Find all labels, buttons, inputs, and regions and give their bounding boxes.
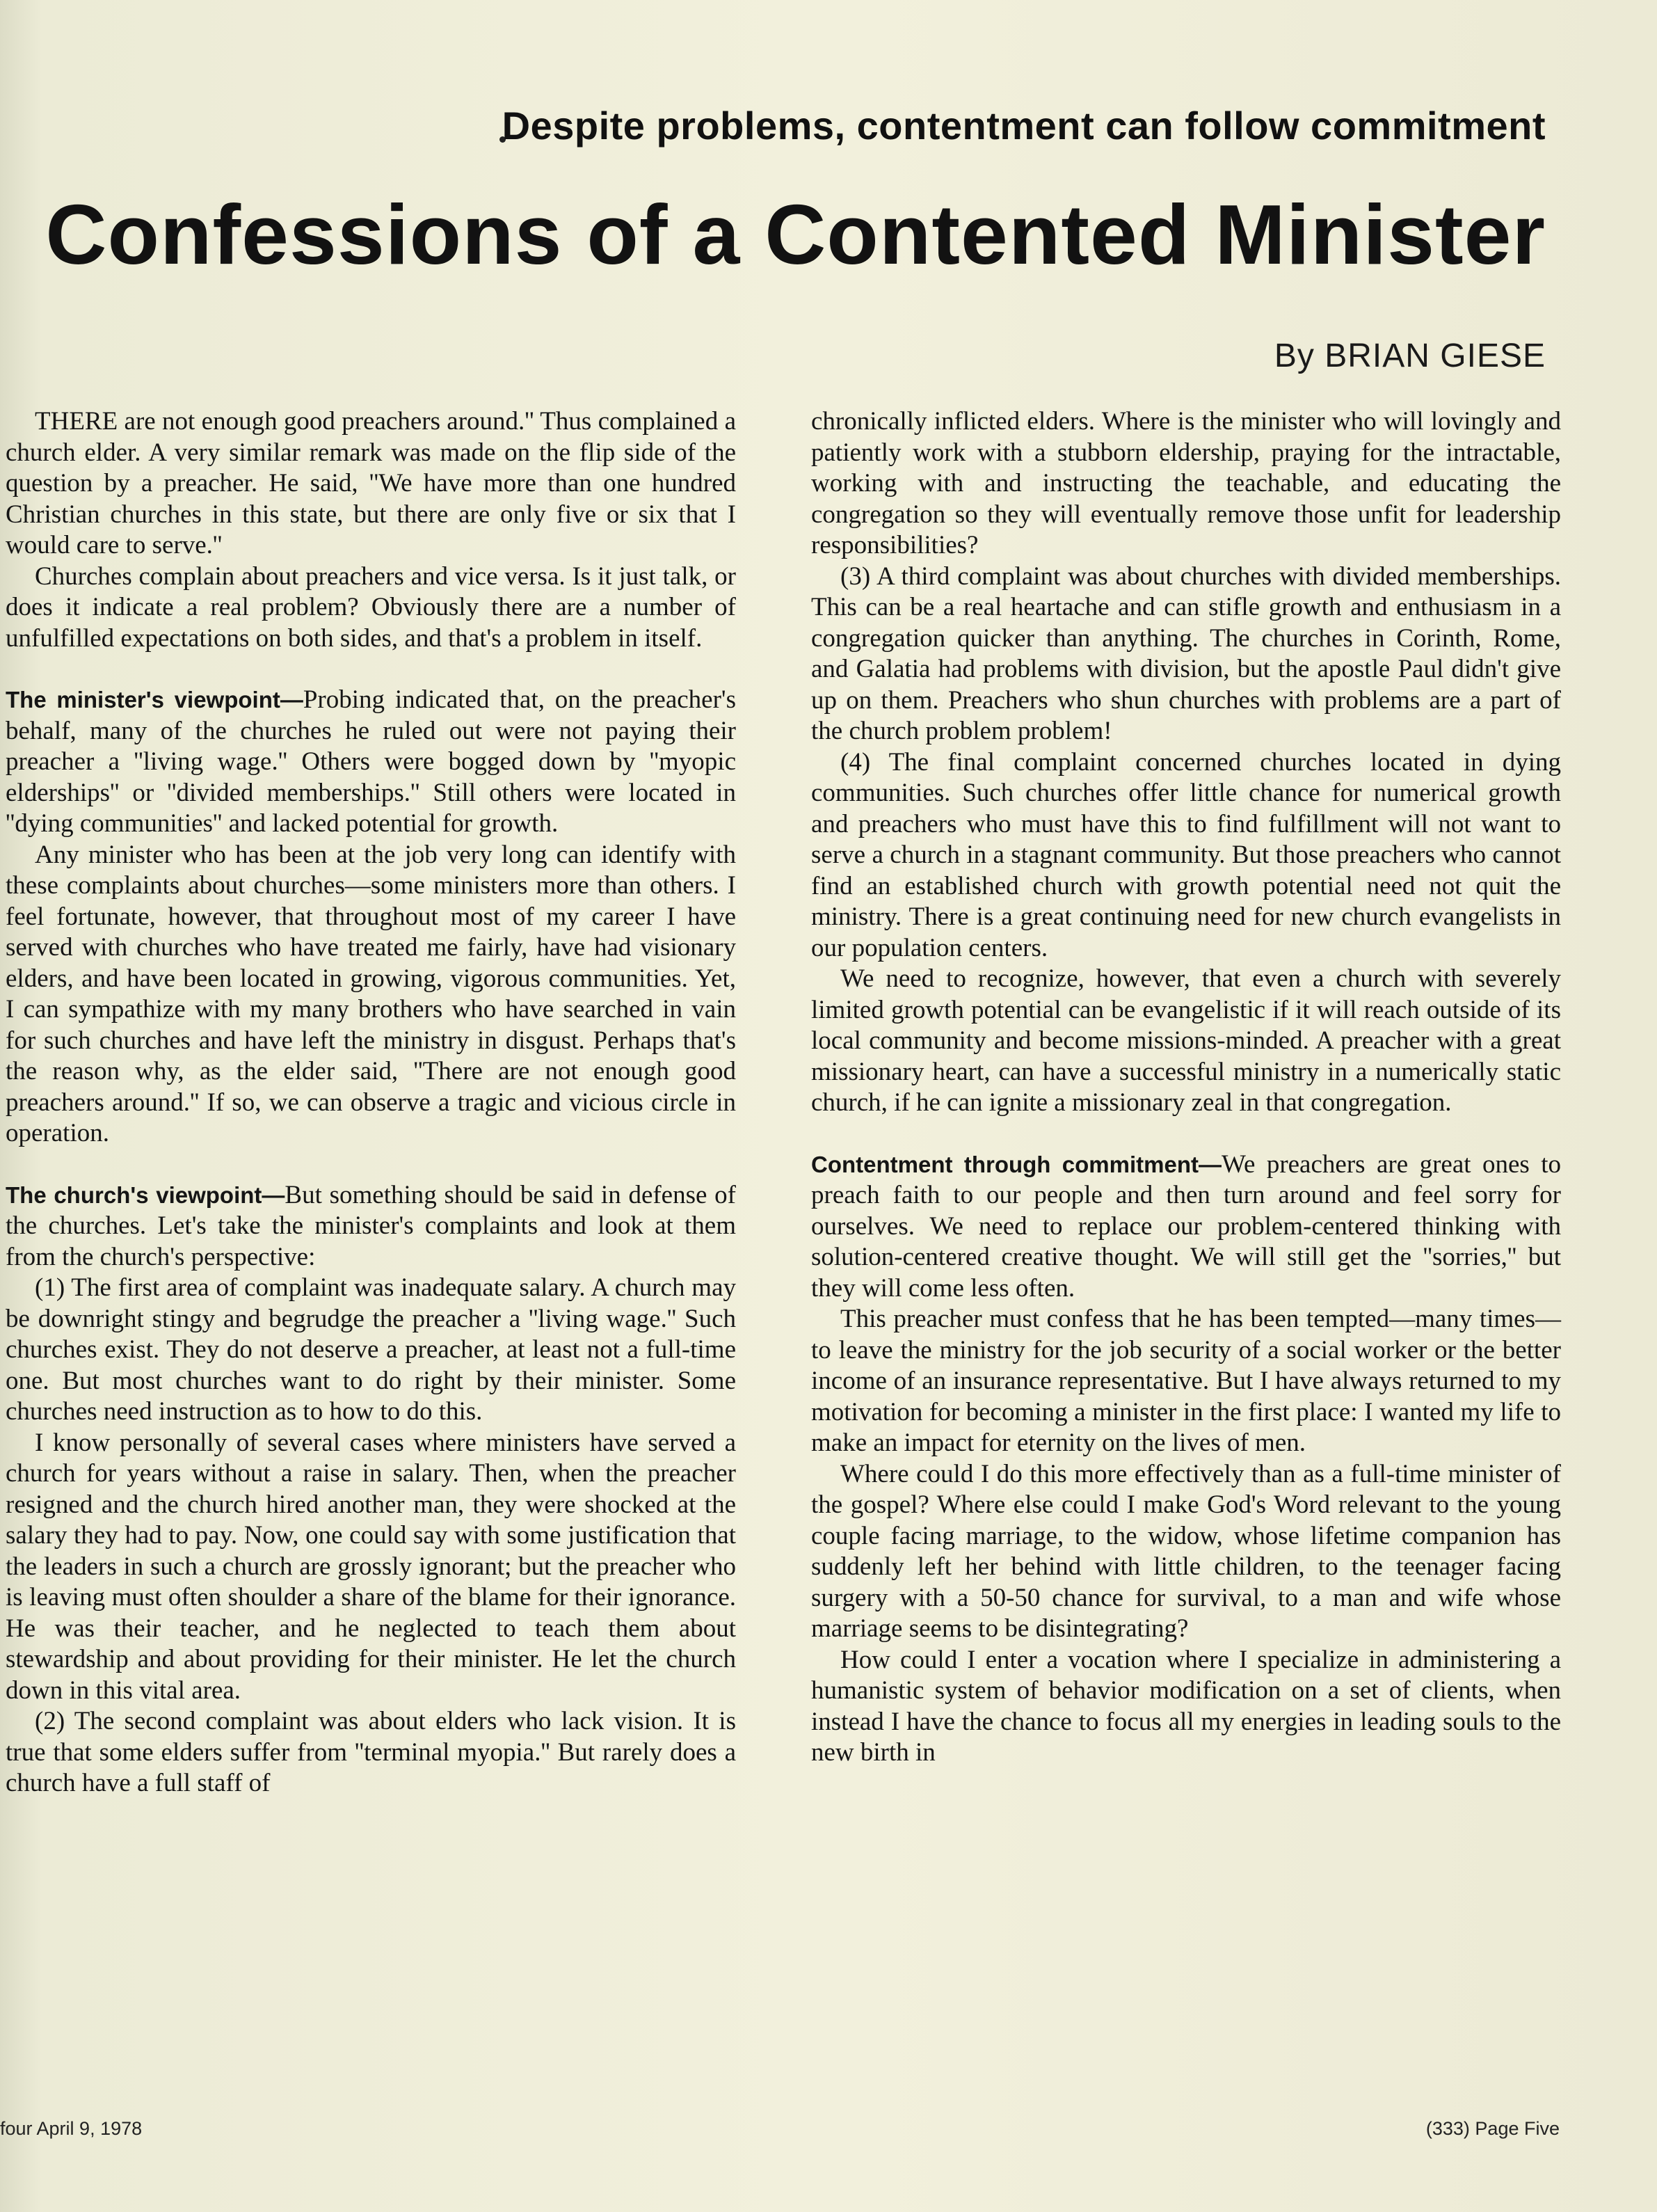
article-title: Confessions of a Contented Minister — [45, 187, 1546, 282]
right-column — [811, 406, 1561, 1769]
section-subheading: The church's viewpoint— — [6, 1181, 285, 1208]
paragraph: chronically inflicted elders. Where is the minister who will lovingly and patiently work with a stubborn eldership, praying for the intractable, working with and instructing the teachable, and educating the congregation so they will eventually remove those unfit for leadership responsibilities? — [811, 407, 1561, 559]
section-paragraph — [6, 1180, 736, 1273]
section-paragraph — [811, 1149, 1561, 1305]
section-paragraph — [6, 685, 736, 840]
paragraph: This preacher must confess that he has been tempted—many times—to leave the ministry for the job security of a social worker or the better income of an insurance representative. But I have always returned to my motivation for becoming a minister in the first place: I wanted my life to make an impact for eternity on the lives of men. — [811, 1305, 1561, 1457]
paragraph: Any minister who has been at the job very long can identify with these complaints about churches—some ministers more than others. I feel fortunate, however, that throughout most of my career I have served with churches who have treated me fairly, have had visionary elders, and have been located in growing, vigorous communities. Yet, I can sympathize with my many brothers who have searched in vain for such churches and have left the ministry in disgust. Perhaps that's the reason why, as the elder said, ''There are not enough good preachers around.'' If so, we can observe a tragic and vicious circle in operation. — [6, 840, 736, 1147]
paragraph: We need to recognize, however, that even a church with severely limited growth potential can be evangelistic if it will reach outside of its local community and become missions-minded. A preacher with a great missionary heart, can have a successful ministry in a numerically static church, if he can ignite a missionary zeal in that congregation. — [811, 964, 1561, 1117]
footer-date: four April 9, 1978 — [0, 2118, 143, 2139]
section-text: But something should be said in defense of the churches. Let's take the minister's complaints and look at them from the church's perspective: — [6, 1180, 736, 1271]
section-text: We preachers are great ones to preach faith to our people and then turn around and feel sorry for ourselves. We need to replace our problem-centered thinking with solution-centered creative thought. We will still get the ''sorries,'' but they will come less often. — [811, 1149, 1561, 1303]
paragraph: How could I enter a vocation where I specialize in administering a humanistic system of behavior modification on a set of clients, when instead I have the chance to focus all my energies in leading souls to the new birth in — [811, 1645, 1561, 1767]
paragraph: Where could I do this more effectively than as a full-time minister of the gospel? Where else could I make God's Word relevant to the young couple facing marriage, to the widow, whose lifetime companion has suddenly left her behind with little children, to the teenager facing surgery with a 50-50 chance for survival, to a man and wife whose marriage seems to be disintegrating? — [811, 1459, 1561, 1643]
article-byline: By BRIAN GIESE — [1274, 337, 1546, 374]
left-column — [6, 406, 736, 1799]
article-kicker: Despite problems, contentment can follow commitment — [502, 104, 1546, 148]
paragraph: (3) A third complaint was about churches with divided memberships. This can be a real heartache and can stifle growth and enthusiasm in a congregation quicker than anything. The churches in Corinth, Rome, and Galatia had problems with division, but the apostle Paul didn't give up on them. Preachers who shun churches with problems are a part of the church problem problem! — [811, 562, 1561, 745]
paragraph: I know personally of several cases where ministers have served a church for years without a raise in salary. Then, when the preacher resigned and the church hired another man, they were shocked at the salary they had to pay. Now, one could say with some justification that the leaders in such a church are grossly ignorant; but the preacher who is leaving must often shoulder a share of the blame for their ignorance. He was their teacher, and he neglected to teach them about stewardship and about providing for their minister. He let the church down in this vital area. — [6, 1428, 736, 1705]
paragraph: THERE are not enough good preachers around.'' Thus complained a church elder. A very similar remark was made on the flip side of the question by a preacher. He said, ''We have more than one hundred Christian churches in this state, but there are only five or six that I would care to serve.'' — [6, 407, 736, 559]
paragraph: (4) The final complaint concerned churches located in dying communities. Such churches offer little chance for numerical growth and preachers who must have this to find fulfillment will not want to serve a church in a stagnant community. But those preachers who cannot find an established church with growth potential need not quit the ministry. There is a great continuing need for new church evangelists in our population centers. — [811, 747, 1561, 962]
footer-page-number: (333) Page Five — [1425, 2118, 1560, 2139]
section-subheading: Contentment through commitment— — [811, 1151, 1222, 1177]
section-subheading: The minister's viewpoint— — [6, 687, 303, 713]
paragraph: Churches complain about preachers and vice versa. Is it just talk, or does it indicate a real problem? Obviously there are a number of unfulfilled expectations on both sides, and that's a problem in itself. — [6, 562, 736, 653]
paragraph: (1) The first area of complaint was inadequate salary. A church may be downright stingy and begrudge the preacher a ''living wage.'' Such churches exist. They do not deserve a preacher, at least not a full-time one. But most churches want to do right by their minister. Some churches need instruction as to how to do this. — [6, 1273, 736, 1426]
section-text: Probing indicated that, on the preacher's behalf, many of the churches he ruled out were not paying their preacher a ''living wage.'' Others were bogged down by ''myopic elderships'' or ''divided memberships.'' Still others were located in ''dying communities'' and lacked potential for growth. — [6, 685, 736, 838]
paragraph: (2) The second complaint was about elders who lack vision. It is true that some elders suffer from ''terminal myopia.'' But rarely does a church have a full staff of — [6, 1707, 736, 1797]
